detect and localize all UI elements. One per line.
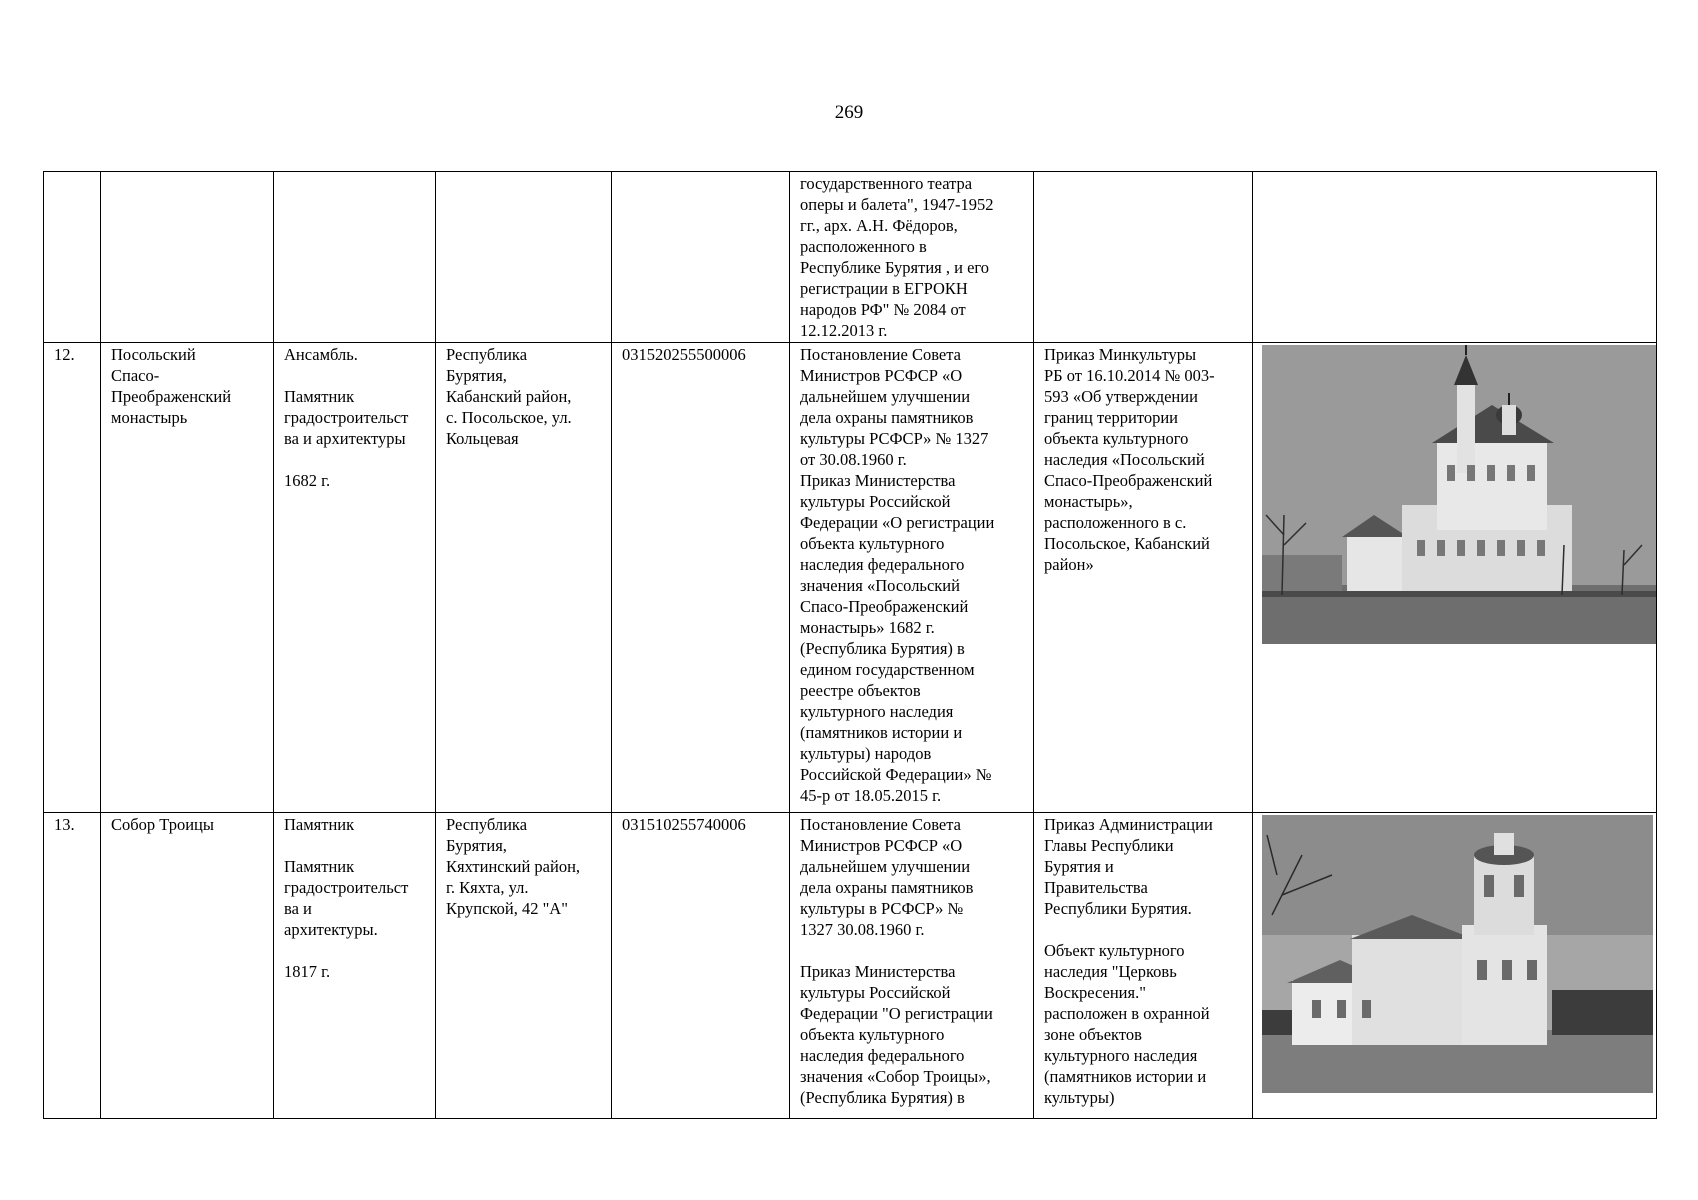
cell-text-line: (памятников истории и (1044, 1067, 1207, 1086)
cell-text-line: границ территории (1044, 408, 1178, 427)
cell-text-line: 1327 30.08.1960 г. (800, 920, 925, 939)
cell-normative-act (790, 343, 1034, 813)
cell-text-line: Постановление Совета (800, 345, 961, 364)
cell-text-line: Республика (446, 815, 528, 834)
cell-text-line: расположенного в (800, 237, 927, 256)
cell-text-line: градостроительст (284, 408, 409, 427)
cell-text-line: Министров РСФСР «О (800, 366, 963, 385)
cell-text-line: Министров РСФСР «О (800, 836, 963, 855)
cell-text-line: гг., арх. А.Н. Фёдоров, (800, 216, 958, 235)
cell-text-line: культуры Российской (800, 983, 951, 1002)
heritage-register-table (43, 171, 1657, 1119)
cell-photo (1253, 343, 1657, 813)
cell-num: 13. (44, 813, 101, 1119)
cell-text-line (284, 449, 425, 470)
cell-text-line (800, 940, 1023, 961)
cell-text-line: наследия "Церковь (1044, 962, 1177, 981)
cell-text-line: государственного театра (800, 174, 973, 193)
cell-text-line: г. Кяхта, ул. (446, 878, 529, 897)
cell-text-line: Приказ Министерства (800, 471, 956, 490)
cell-text-line: дела охраны памятников (800, 878, 974, 897)
cell-text-line: объекта культурного (800, 1025, 945, 1044)
table-row (44, 343, 1657, 813)
cell-text-line: значения «Посольский (800, 576, 960, 595)
cell-text-line: ва и (284, 899, 312, 918)
table-row (44, 813, 1657, 1119)
cell-text-line: Памятник (284, 857, 355, 876)
cell-boundary-act (1034, 172, 1253, 343)
cell-text-line: Российской Федерации» № (800, 765, 992, 784)
cell-text-line: культуры РСФСР» № 1327 (800, 429, 989, 448)
page-number: 269 (834, 102, 864, 123)
cell-text-line: 12.12.2013 г. (800, 321, 888, 340)
cell-text-line: Ансамбль. (284, 345, 358, 364)
cell-text-line: реестре объектов (800, 681, 921, 700)
cell-text-line: Постановление Совета (800, 815, 961, 834)
cell-address (436, 813, 612, 1119)
cell-text-line: наследия «Посольский (1044, 450, 1205, 469)
cell-text-line: Преображенский (111, 387, 232, 406)
cell-text-line: Посольский (111, 345, 196, 364)
cell-text-line: градостроительст (284, 878, 409, 897)
cell-text-line: наследия федерального (800, 555, 965, 574)
cell-text-line: объекта культурного (1044, 429, 1189, 448)
cell-num: 12. (44, 343, 101, 813)
cell-text-line: культурного наследия (1044, 1046, 1198, 1065)
cell-name (101, 813, 274, 1119)
cell-text-line: 1682 г. (284, 471, 331, 490)
cell-text-line: Бурятия, (446, 836, 507, 855)
cell-boundary-act (1034, 343, 1253, 813)
cell-text-line: Главы Республики (1044, 836, 1174, 855)
cell-text-line: культуры) (1044, 1088, 1115, 1107)
cell-text-line: Приказ Минкультуры (1044, 345, 1197, 364)
cell-reg-number: 031510255740006 (612, 813, 790, 1119)
cell-text-line: с. Посольское, ул. (446, 408, 572, 427)
cell-text-line (284, 835, 425, 856)
cell-text-line: Собор Троицы (111, 815, 214, 834)
cell-text-line: архитектуры. (284, 920, 378, 939)
cell-text-line: зоне объектов (1044, 1025, 1142, 1044)
cell-text-line: от 30.08.1960 г. (800, 450, 907, 469)
cell-text-line: Объект культурного (1044, 941, 1185, 960)
cell-text-line: Приказ Администрации (1044, 815, 1213, 834)
cell-text-line: монастырь» 1682 г. (800, 618, 935, 637)
cell-text-line: Посольское, Кабанский (1044, 534, 1210, 553)
cell-text-line: наследия федерального (800, 1046, 965, 1065)
cell-text-line: 45-р от 18.05.2015 г. (800, 786, 942, 805)
cell-type (274, 172, 436, 343)
cell-photo (1253, 172, 1657, 343)
cell-text-line: Крупской, 42 "А" (446, 899, 568, 918)
cell-text-line: регистрации в ЕГРОКН (800, 279, 968, 298)
cell-text-line (284, 940, 425, 961)
cell-text-line: (Республика Бурятия) в (800, 1088, 965, 1107)
cell-boundary-act (1034, 813, 1253, 1119)
cell-text-line: дела охраны памятников (800, 408, 974, 427)
cell-text-line: РБ от 16.10.2014 № 003- (1044, 366, 1215, 385)
cell-text-line: ва и архитектуры (284, 429, 406, 448)
monastery-photo (1262, 345, 1656, 644)
cell-address (436, 343, 612, 813)
cell-text-line: народов РФ" № 2084 от (800, 300, 966, 319)
cell-text-line: монастырь (111, 408, 188, 427)
cell-text-line (284, 365, 425, 386)
cell-text-line: (Республика Бурятия) в (800, 639, 965, 658)
cell-text-line: Спасо-Преображенский (800, 597, 969, 616)
cell-text-line: едином государственном (800, 660, 975, 679)
cell-photo (1253, 813, 1657, 1119)
cell-text-line: Федерации «О регистрации (800, 513, 995, 532)
cell-text-line: дальнейшем улучшении (800, 387, 971, 406)
cell-text-line: 1817 г. (284, 962, 331, 981)
cell-normative-act (790, 813, 1034, 1119)
cell-address (436, 172, 612, 343)
cell-text-line: Приказ Министерства (800, 962, 956, 981)
cell-text-line: район» (1044, 555, 1094, 574)
cell-type (274, 343, 436, 813)
cell-type (274, 813, 436, 1119)
cell-normative-act (790, 172, 1034, 343)
cell-text-line: расположенного в с. (1044, 513, 1187, 532)
cell-text-line: Кольцевая (446, 429, 519, 448)
cell-num (44, 172, 101, 343)
cell-text-line: Бурятия, (446, 366, 507, 385)
cell-text-line: значения «Собор Троицы», (800, 1067, 991, 1086)
cell-text-line: Спасо-Преображенский (1044, 471, 1213, 490)
cell-name (101, 172, 274, 343)
cell-text-line: Республика (446, 345, 528, 364)
cell-text-line: Воскресения." (1044, 983, 1146, 1002)
cell-text-line: Кабанский район, (446, 387, 572, 406)
cell-text-line: Памятник (284, 387, 355, 406)
cell-text-line: объекта культурного (800, 534, 945, 553)
cell-text-line: Республике Бурятия , и его (800, 258, 990, 277)
cell-reg-number (612, 172, 790, 343)
cell-text-line: расположен в охранной (1044, 1004, 1210, 1023)
cell-reg-number: 031520255500006 (612, 343, 790, 813)
cell-text-line: (памятников истории и (800, 723, 963, 742)
cell-text-line: культуры в РСФСР» № (800, 899, 964, 918)
cell-text-line: монастырь», (1044, 492, 1133, 511)
cell-text-line (1044, 919, 1242, 940)
cell-text-line: 593 «Об утверждении (1044, 387, 1198, 406)
cell-text-line: Кяхтинский район, (446, 857, 581, 876)
cell-text-line: дальнейшем улучшении (800, 857, 971, 876)
cell-text-line: культурного наследия (800, 702, 954, 721)
cell-text-line: оперы и балета", 1947-1952 (800, 195, 994, 214)
cell-text-line: культуры Российской (800, 492, 951, 511)
cathedral-photo (1262, 815, 1653, 1093)
cell-text-line: культуры) народов (800, 744, 932, 763)
cell-name (101, 343, 274, 813)
cell-text-line: Спасо- (111, 366, 160, 385)
cell-text-line: Федерации "О регистрации (800, 1004, 993, 1023)
cell-text-line: Бурятия и (1044, 857, 1114, 876)
cell-text-line: Правительства (1044, 878, 1148, 897)
table-row-continuation (44, 172, 1657, 343)
cell-text-line: Памятник (284, 815, 355, 834)
cell-text-line: Республики Бурятия. (1044, 899, 1192, 918)
